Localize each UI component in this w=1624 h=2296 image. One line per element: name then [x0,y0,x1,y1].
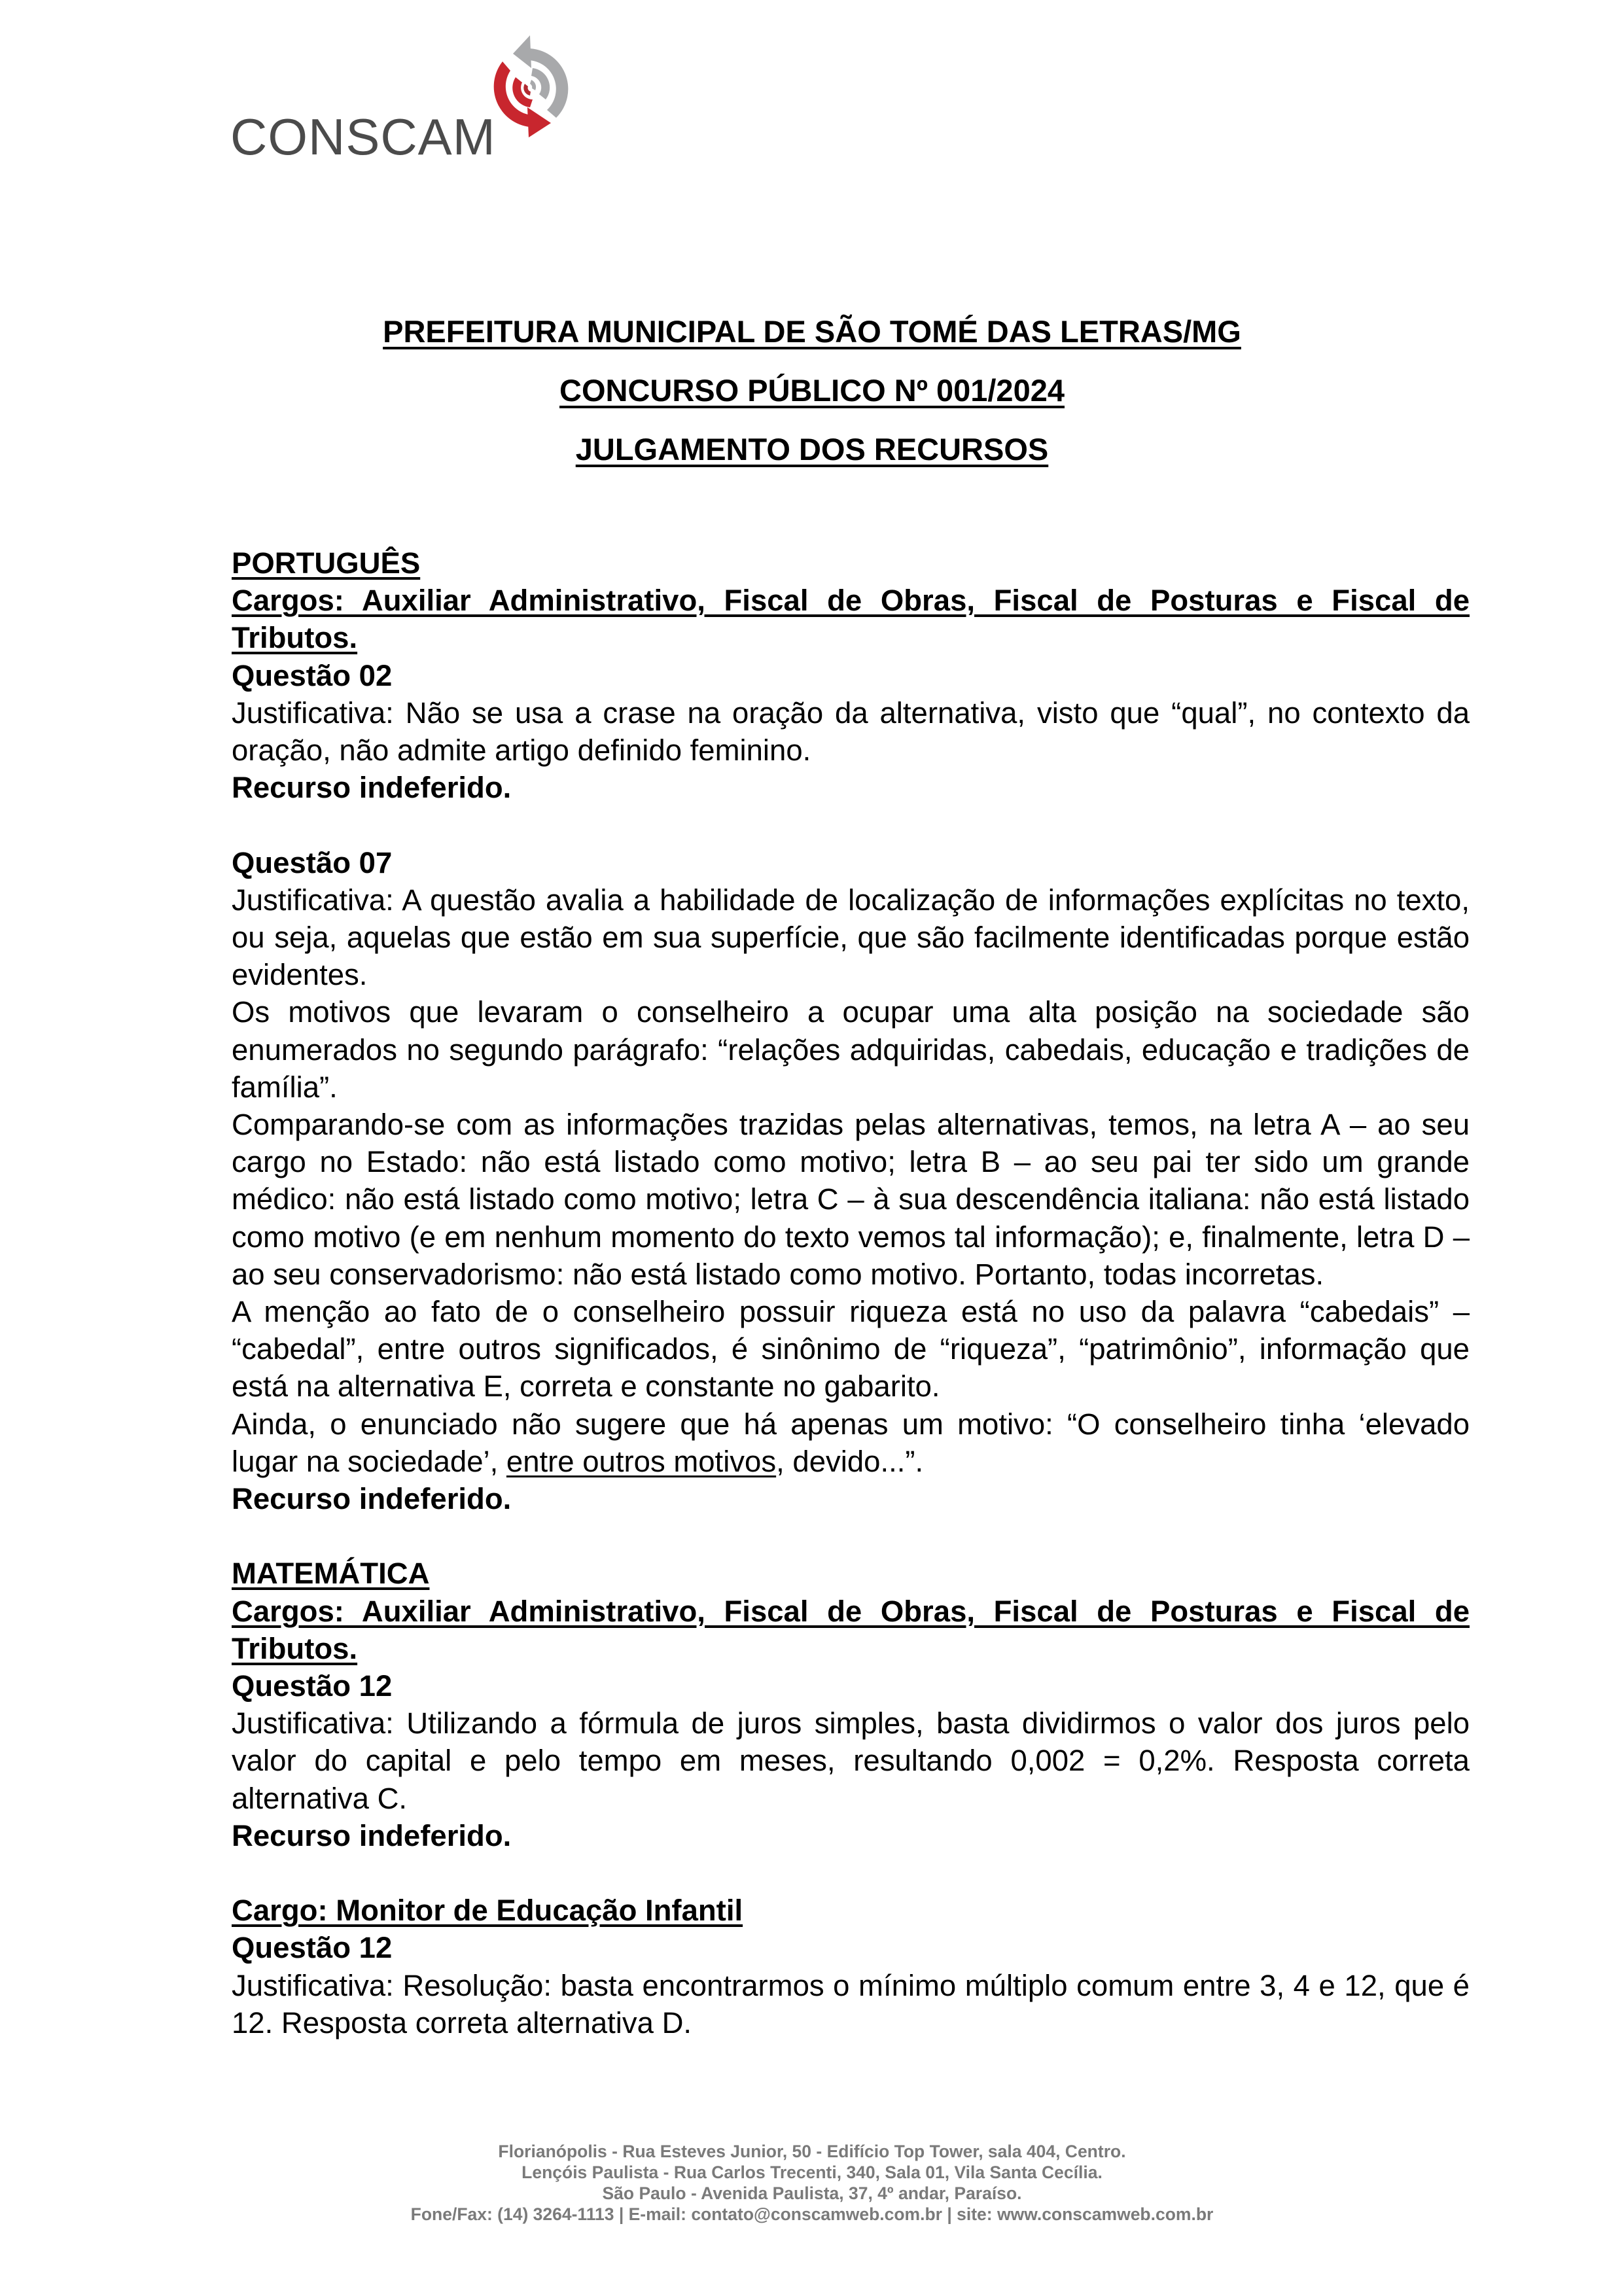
question-title: Questão 12 [232,1931,393,1965]
question-title: Questão 12 [232,1669,393,1703]
document-body [232,544,1470,2041]
justification-text: Comparando-se com as informações trazidas pelas alternativas, temos, na letra A – ao seu cargo no Estado: não está listado como motivo; letra B – ao seu pai ter sido um grande médico: não está listado como motivo; letra C – à sua descendência italiana: não está listado como motivo (e em nenhum momento do texto vemos tal informação); e, finalmente, letra D – ao seu conservadorismo: não está listado como motivo. Portanto, todas incorretas. [232,1108,1470,1291]
justification-text: Justificativa: Utilizando a fórmula de juros simples, basta dividirmos o valor dos juros pelo valor do capital e pelo tempo em meses, resultando 0,002 = 0,2%. Resposta correta alternativa C. [232,1706,1470,1815]
section-heading-matematica: MATEMÁTICA [232,1557,430,1591]
question-title: Questão 07 [232,845,393,879]
footer-contact: Fone/Fax: (14) 3264-1113 | E-mail: contato@conscamweb.com.br | site: www.conscamweb.com.br [410,2204,1214,2224]
conscam-logo [230,34,584,175]
cargo-monitor-heading: Cargo: Monitor de Educação Infantil [232,1894,743,1928]
appeal-result: Recurso indeferido. [232,1818,512,1852]
justification-text: A menção ao fato de o conselheiro possuir riqueza está no uso da palavra “cabedais” – “cabedal”, entre outros significados, é sinônimo de “riqueza”, “patrimônio”, informação que está na alternativa E, correta e constante no gabarito. [232,1295,1470,1404]
justification-text: Os motivos que levaram o conselheiro a ocupar uma alta posição na sociedade são enumerados no segundo parágrafo: “relações adquiridas, cabedais, educação e tradições de família”. [232,995,1470,1104]
justification-text: Ainda, o enunciado não sugere que há apenas um motivo: “O conselheiro tinha ‘elevado lugar na sociedade’, entre outros motivos, devido...”. [232,1407,1470,1478]
logo-wordmark: CONSCAM [230,108,496,166]
section-heading-portugues: PORTUGUÊS [232,546,421,580]
spacer [232,806,1470,843]
justification-text: Justificativa: Resolução: basta encontrarmos o mínimo múltiplo comum entre 3, 4 e 12, que é 12. Resposta correta alternativa D. [232,1968,1470,2040]
appeal-result: Recurso indeferido. [232,1482,512,1516]
question-title: Questão 02 [232,658,393,692]
footer-address-lencois: Lençóis Paulista - Rua Carlos Trecenti, 340, Sala 01, Vila Santa Cecília. [521,2163,1103,2182]
document-title-block [0,302,1624,479]
title-julgamento: JULGAMENTO DOS RECURSOS [575,432,1049,467]
appeal-result: Recurso indeferido. [232,771,512,805]
justification-text: Justificativa: Não se usa a crase na oração da alternativa, visto que “qual”, no contexto da oração, não admite artigo definido feminino. [232,696,1470,768]
spacer [232,1517,1470,1555]
title-concurso: CONCURSO PÚBLICO Nº 001/2024 [559,373,1065,408]
justification-text: Justificativa: A questão avalia a habilidade de localização de informações explícitas no texto, ou seja, aquelas que estão em sua superfície, que são facilmente identificadas porque estão evidentes. [232,883,1470,992]
spacer [232,1854,1470,1892]
page-footer [0,2141,1624,2225]
title-prefeitura: PREFEITURA MUNICIPAL DE SÃO TOMÉ DAS LETRAS/MG [383,314,1241,349]
footer-address-saopaulo: São Paulo - Avenida Paulista, 37, 4º andar, Paraíso. [602,2183,1022,2203]
underlined-quote: entre outros motivos [506,1444,777,1478]
footer-address-florianopolis: Florianópolis - Rua Esteves Junior, 50 - Edifício Top Tower, sala 404, Centro. [498,2142,1126,2161]
cargos-matematica: Cargos: Auxiliar Administrativo, Fiscal de Obras, Fiscal de Posturas e Fiscal de Tributos. [232,1594,1470,1665]
cargos-portugues: Cargos: Auxiliar Administrativo, Fiscal de Obras, Fiscal de Posturas e Fiscal de Tributos. [232,584,1470,655]
